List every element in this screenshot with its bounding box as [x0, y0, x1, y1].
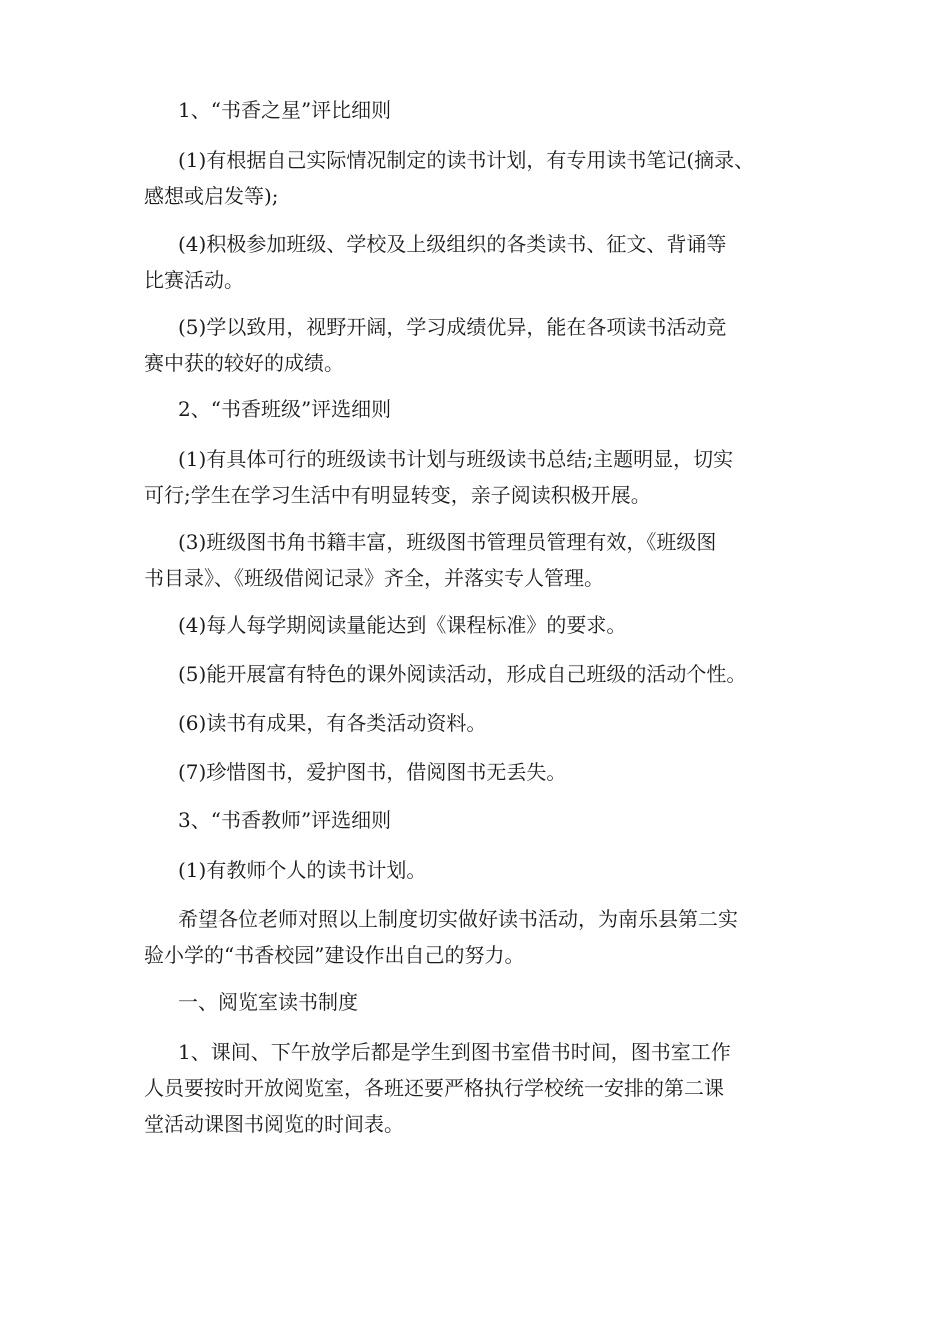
text-line: (4)积极参加班级、学校及上级组织的各类读书、征文、背诵等	[178, 232, 727, 256]
text-line: 可行;学生在学习生活中有明显转变，亲子阅读积极开展。	[144, 483, 651, 507]
paragraph-reading-room-rule-1	[144, 1034, 844, 1142]
text-line: 验小学的“书香校园”建设作出自己的努力。	[144, 943, 525, 967]
text-line: (1)有具体可行的班级读书计划与班级读书总结;主题明显，切实	[178, 447, 734, 471]
text-line: (6)读书有成果，有各类活动资料。	[178, 711, 487, 735]
heading-teacher-criteria	[144, 802, 844, 838]
text-line: 比赛活动。	[144, 268, 244, 292]
text-line: 1、课间、下午放学后都是学生到图书室借书时间，图书室工作	[178, 1040, 731, 1064]
paragraph-star-item-1	[144, 142, 844, 214]
text-line: (3)班级图书角书籍丰富，班级图书管理员管理有效，《班级图	[178, 530, 717, 554]
text-line: 1、“书香之星”评比细则	[178, 98, 392, 122]
paragraph-class-item-4	[144, 607, 844, 643]
paragraph-class-item-3	[144, 524, 844, 596]
paragraph-class-item-6	[144, 705, 844, 741]
text-line: 人员要按时开放阅览室，各班还要严格执行学校统一安排的第二课	[144, 1076, 724, 1100]
text-line: (5)能开展富有特色的课外阅读活动，形成自己班级的活动个性。	[178, 662, 747, 686]
paragraph-star-item-4	[144, 226, 844, 298]
text-line: 赛中获的较好的成绩。	[144, 351, 344, 375]
text-line: (7)珍惜图书，爱护图书，借阅图书无丢失。	[178, 760, 567, 784]
text-line: 感想或启发等);	[144, 184, 279, 208]
paragraph-class-item-5	[144, 656, 844, 692]
text-line: 希望各位老师对照以上制度切实做好读书活动，为南乐县第二实	[178, 907, 738, 931]
heading-star-criteria	[144, 92, 844, 128]
heading-reading-room-rules	[144, 984, 844, 1020]
text-line: 一、阅览室读书制度	[178, 990, 358, 1014]
paragraph-class-item-1	[144, 441, 844, 513]
text-line: 2、“书香班级”评选细则	[178, 397, 392, 421]
paragraph-star-item-5	[144, 309, 844, 381]
paragraph-teacher-item-1	[144, 852, 844, 888]
paragraph-class-item-7	[144, 754, 844, 790]
text-line: 书目录》、《班级借阅记录》齐全，并落实专人管理。	[144, 566, 604, 590]
text-line: 3、“书香教师”评选细则	[178, 808, 392, 832]
text-line: (5)学以致用，视野开阔，学习成绩优异，能在各项读书活动竞	[178, 315, 727, 339]
text-line: 堂活动课图书阅览的时间表。	[144, 1112, 404, 1136]
text-line: (4)每人每学期阅读量能达到《课程标准》的要求。	[178, 613, 627, 637]
heading-class-criteria	[144, 391, 844, 427]
text-line: (1)有根据自己实际情况制定的读书计划，有专用读书笔记(摘录、	[178, 148, 755, 172]
paragraph-closing	[144, 901, 844, 973]
text-line: (1)有教师个人的读书计划。	[178, 858, 427, 882]
